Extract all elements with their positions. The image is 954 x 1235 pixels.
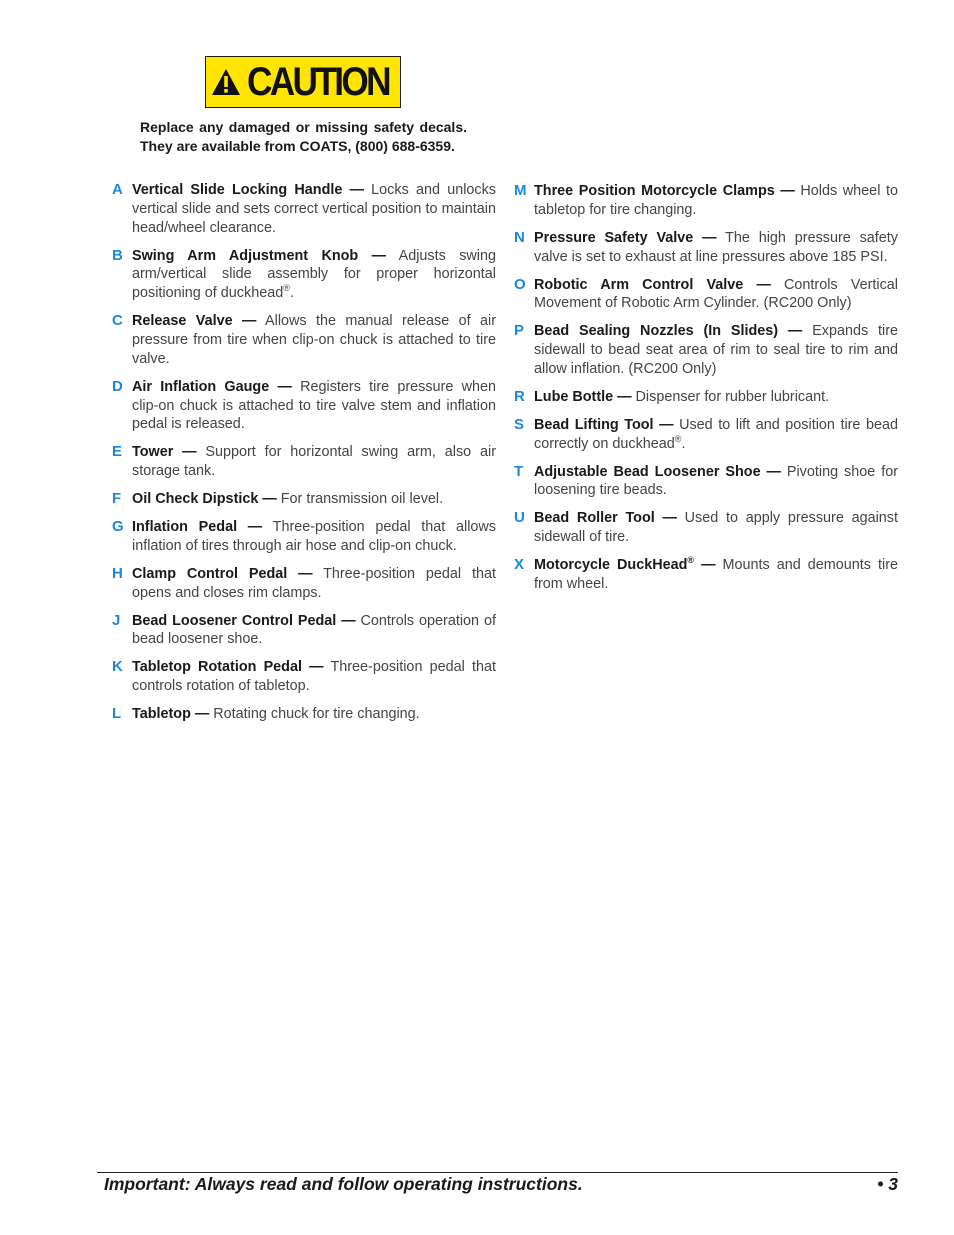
list-item (112, 312, 496, 368)
item-letter: O (514, 275, 526, 293)
list-item (514, 416, 898, 454)
item-description-tail: . (289, 285, 294, 302)
item-letter: F (112, 490, 122, 508)
registered-mark: ® (674, 433, 682, 444)
list-item (112, 565, 496, 603)
item-letter: L (112, 705, 122, 723)
list-item (514, 182, 898, 220)
item-name: Three Position Motorcycle Clamps — (534, 183, 795, 199)
item-description: Locks and unlocks vertical slide and sets correct vertical position to maintain head/wheel clearance. (132, 182, 496, 236)
registered-mark: ® (687, 555, 695, 566)
item-letter: E (112, 443, 123, 461)
list-item (514, 229, 898, 267)
page-number: • 3 (877, 1174, 898, 1194)
item-letter: C (112, 312, 123, 330)
list-item (112, 181, 496, 237)
list-item (112, 705, 496, 724)
list-item (112, 378, 496, 434)
list-item (514, 509, 898, 547)
parts-list-right (514, 182, 898, 603)
warning-triangle-icon (211, 67, 241, 97)
item-letter: M (514, 182, 527, 199)
item-name: Pressure Safety Valve — (534, 229, 717, 246)
list-item (112, 518, 496, 556)
item-description-tail: . (681, 435, 686, 452)
footer-note: Important: Always read and follow operating instructions. (104, 1174, 583, 1194)
item-letter: S (514, 415, 525, 433)
item-name: Release Valve — (132, 313, 257, 330)
item-name: Air Inflation Gauge — (132, 378, 292, 395)
item-description: Used to apply pressure against sidewall of tire. (534, 510, 898, 546)
item-name: Bead Lifting Tool — (534, 416, 674, 433)
item-name: Bead Roller Tool — (534, 510, 677, 527)
item-name: Lube Bottle — (534, 388, 632, 405)
registered-mark: ® (283, 283, 290, 294)
item-name: Adjustable Bead Loosener Shoe — (534, 463, 781, 480)
item-description: Expands tire sidewall to bead seat area of rim to seal tire to rim and allow inflation. (RC200 Only) (534, 323, 898, 377)
item-description: Three-position pedal that opens and closes rim clamps. (132, 565, 496, 601)
list-item (112, 612, 496, 650)
list-item (112, 247, 496, 303)
item-letter: T (514, 462, 524, 480)
item-description: The high pressure safety valve is set to exhaust at line pressures above 185 PSI. (534, 229, 898, 265)
list-item (112, 658, 496, 696)
item-name: Robotic Arm Control Valve — (534, 276, 771, 293)
item-letter: N (514, 228, 525, 246)
item-letter: B (112, 246, 123, 264)
item-name: Oil Check Dipstick — (132, 491, 277, 508)
item-description: Adjusts swing arm/vertical slide assembly for proper horizontal positioning of duckhead (132, 247, 497, 302)
item-description: Three-position pedal that allows inflation of tires through air hose and clip-on chuck. (132, 519, 497, 554)
item-description: Controls operation of bead loosener shoe. (132, 612, 496, 648)
caution-label: CAUTION (247, 60, 390, 104)
parts-list-left (112, 181, 496, 733)
item-letter: J (112, 611, 121, 629)
item-letter: X (514, 556, 525, 574)
item-letter: A (112, 181, 123, 198)
item-description: Pivoting shoe for loosening tire beads. (534, 463, 898, 499)
item-description: Holds wheel to tabletop for tire changing. (534, 183, 899, 218)
list-item (514, 322, 898, 378)
item-description: Three-position pedal that controls rotation of tabletop. (132, 659, 496, 695)
list-item (112, 443, 496, 481)
item-description: Support for horizontal swing arm, also air storage tank. (132, 444, 496, 480)
item-name: Bead Loosener Control Pedal — (132, 612, 356, 629)
item-letter: H (112, 564, 123, 582)
item-name: Tower — (132, 444, 197, 461)
item-name: Inflation Pedal — (132, 519, 263, 536)
item-description: Allows the manual release of air pressure from tire when clip-on chuck is attached to tire valve. (132, 313, 496, 367)
list-item (112, 490, 496, 509)
item-name: Vertical Slide Locking Handle — (132, 182, 364, 198)
list-item (514, 463, 898, 501)
item-name: Bead Sealing Nozzles (In Slides) — (534, 323, 803, 340)
item-letter: R (514, 387, 525, 405)
item-description: For transmission oil level. (276, 491, 444, 508)
list-item (514, 388, 898, 407)
footer-divider (97, 1172, 898, 1173)
item-description: Rotating chuck for tire changing. (209, 706, 420, 723)
item-letter: P (514, 322, 525, 340)
item-description: Registers tire pressure when clip-on chuck is attached to tire valve stem and inflation pedal is released. (132, 378, 496, 433)
item-letter: K (112, 658, 123, 676)
item-description: Mounts and demounts tire from wheel. (534, 557, 898, 593)
item-letter: D (112, 377, 123, 395)
item-name-tail: — (694, 557, 716, 574)
item-name: Tabletop — (132, 706, 210, 723)
item-description: Dispenser for rubber lubricant. (631, 388, 830, 405)
item-letter: U (514, 509, 525, 527)
item-description: Controls Vertical Movement of Robotic Arm Cylinder. (RC200 Only) (534, 276, 898, 312)
item-name: Motorcycle DuckHead (534, 557, 688, 574)
item-description: Used to lift and position tire bead correctly on duckhead (534, 416, 899, 452)
caution-note: Replace any damaged or missing safety decals. They are available from COATS, (800) 688-6359. (140, 119, 467, 154)
item-name: Tabletop Rotation Pedal — (132, 659, 324, 676)
item-name: Swing Arm Adjustment Knob — (132, 247, 387, 264)
item-letter: G (112, 518, 124, 536)
caution-decal (205, 56, 401, 108)
list-item (514, 556, 898, 594)
list-item (514, 276, 898, 314)
item-name: Clamp Control Pedal — (132, 565, 313, 582)
